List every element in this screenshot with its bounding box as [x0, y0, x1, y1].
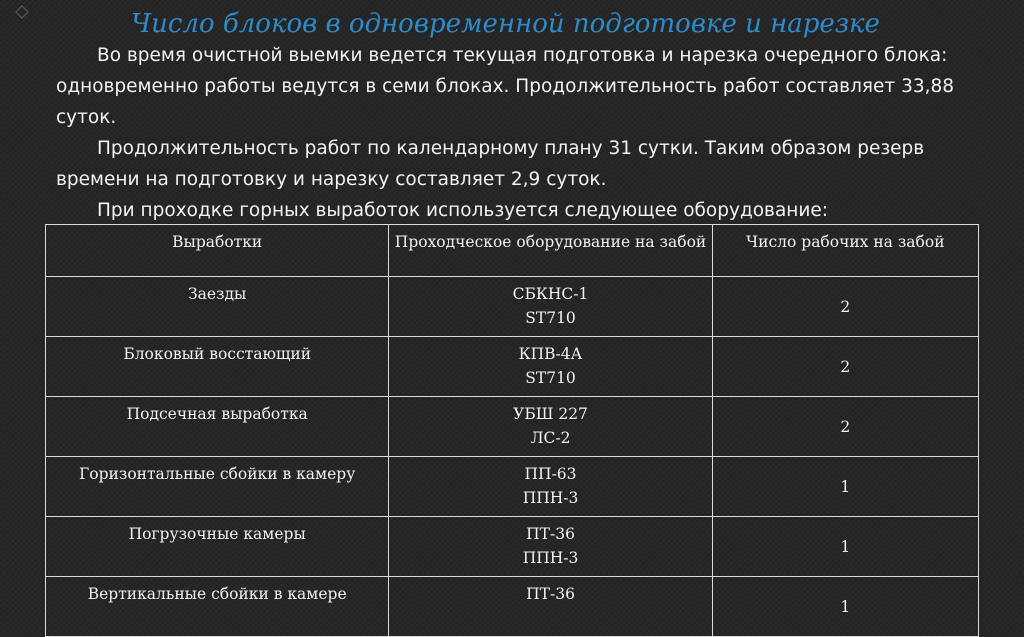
worker-count: 2 — [712, 337, 978, 397]
working-name: Горизонтальные сбойки в камеру — [46, 457, 389, 517]
header-workers: Число рабочих на забой — [712, 225, 978, 277]
equipment-cell — [389, 397, 712, 457]
table-header-row — [46, 225, 979, 277]
equipment-item: КПВ-4А — [518, 345, 583, 363]
table-row — [46, 337, 979, 397]
paragraph-schedule-reserve: Продолжительность работ по календарному плану 31 сутки. Таким образом резерв времени на подготовку и нарезку составляет 2,9 суток. — [56, 138, 925, 190]
slide-title: Число блоков в одновременной подготовке и нарезке — [131, 9, 880, 39]
table-row — [46, 457, 979, 517]
table-row — [46, 277, 979, 337]
equipment-cell — [389, 577, 712, 637]
header-workings: Выработки — [46, 225, 389, 277]
slide-body-text — [56, 40, 956, 226]
table-row — [46, 397, 979, 457]
equipment-item: ST710 — [525, 309, 576, 327]
equipment-item: ПП-63 — [524, 465, 577, 483]
worker-count: 1 — [712, 457, 978, 517]
equipment-cell — [389, 517, 712, 577]
paragraph-equipment-intro: При проходке горных выработок используется следующее оборудование: — [97, 200, 829, 221]
table-row — [46, 517, 979, 577]
slide-nav-arrow-icon — [15, 5, 29, 19]
equipment-item: ПТ-36 — [526, 585, 575, 603]
equipment-item: ЛС-2 — [530, 429, 571, 447]
equipment-table — [45, 224, 979, 637]
working-name: Блоковый восстающий — [46, 337, 389, 397]
worker-count: 2 — [712, 397, 978, 457]
working-name: Вертикальные сбойки в камере — [46, 577, 389, 637]
equipment-item: УБШ 227 — [513, 405, 588, 423]
equipment-cell — [389, 337, 712, 397]
equipment-cell — [389, 277, 712, 337]
working-name: Погрузочные камеры — [46, 517, 389, 577]
equipment-cell — [389, 457, 712, 517]
paragraph-block-duration: Во время очистной выемки ведется текущая подготовка и нарезка очередного блока: одновременно работы ведутся в семи блоках. Продолжительность работ составляет 33,88 суток. — [56, 45, 955, 128]
worker-count: 1 — [712, 517, 978, 577]
working-name: Подсечная выработка — [46, 397, 389, 457]
header-equipment: Проходческое оборудование на забой — [389, 225, 712, 277]
worker-count: 2 — [712, 277, 978, 337]
equipment-item: ПТ-36 — [526, 525, 575, 543]
worker-count: 1 — [712, 577, 978, 637]
equipment-item: ST710 — [525, 369, 576, 387]
working-name: Заезды — [46, 277, 389, 337]
equipment-item: ППН-3 — [522, 489, 579, 507]
table-row — [46, 577, 979, 637]
equipment-item: СБКНС-1 — [512, 285, 589, 303]
equipment-item: ППН-3 — [522, 549, 579, 567]
